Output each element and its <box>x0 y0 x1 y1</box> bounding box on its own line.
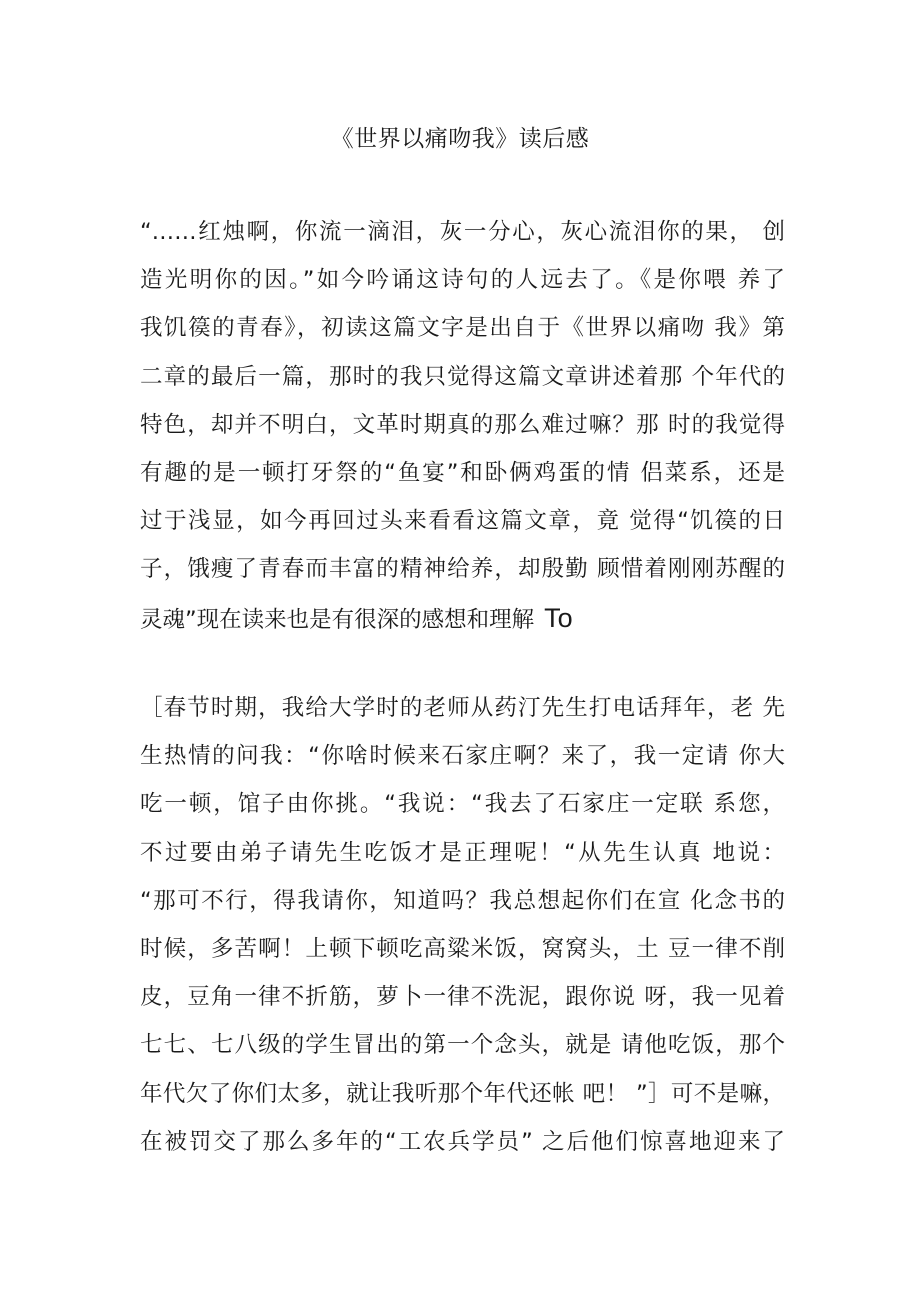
paragraph-line: 时候，多苦啊！上顿下顿吃高粱米饭，窝窝头，土 豆一律不削 <box>140 935 785 962</box>
paragraph-line: 七七、七八级的学生冒出的第一个念头，就是 请他吃饭，那个 <box>140 1032 785 1059</box>
paragraph-last-line <box>140 600 785 648</box>
paragraph-line: 子，饿瘦了青春而丰富的精神给养，却殷勤 顾惜着刚刚苏醒的 <box>140 556 785 583</box>
paragraph-1 <box>140 214 785 648</box>
paragraph-line: 吃一顿，馆子由你挑。“我说：“我去了石家庄一定联 系您， <box>140 791 785 818</box>
paragraph-line: “……红烛啊，你流一滴泪，灰一分心，灰心流泪你的果， 创 <box>140 219 785 245</box>
paragraph-line: 过于浅显，如今再回过头来看看这篇文章，竟 觉得“饥篌的日 <box>140 508 785 535</box>
paragraph-line: “那可不行，得我请你，知道吗？我总想起你们在宣 化念书的 <box>140 887 785 914</box>
document-title: 《世界以痛吻我》读后感 <box>330 126 590 152</box>
paragraph-line: ［春节时期，我给大学时的老师从药汀先生打电话拜年，老 先 <box>140 695 785 721</box>
paragraph-line-text: 灵魂”现在读来也是有很深的感想和理解 <box>140 606 535 633</box>
paragraph-2 <box>140 690 785 1172</box>
paragraph-line: 生热情的问我：“你啥时候来石家庄啊？来了，我一定请 你大 <box>140 743 785 770</box>
trailing-text: To <box>544 602 573 633</box>
paragraph-line: 有趣的是一顿打牙祭的“鱼宴”和卧俩鸡蛋的情 侣菜系，还是 <box>140 459 785 486</box>
paragraph-line: 在被罚交了那么多年的“工农兵学员” 之后他们惊喜地迎来了 <box>140 1128 785 1155</box>
paragraph-line: 特色，却并不明白，文革时期真的那么难过嘛？那 时的我觉得 <box>140 411 785 438</box>
paragraph-line: 不过要由弟子请先生吃饭才是正理呢！“从先生认真 地说： <box>140 839 785 866</box>
paragraph-line: 二章的最后一篇，那时的我只觉得这篇文章讲述着那 个年代的 <box>140 363 785 390</box>
paragraph-line: 造光明你的因。”如今吟诵这诗句的人远去了。《是你喂 养了 <box>140 267 785 294</box>
paragraph-line: 皮，豆角一律不折筋，萝卜一律不洗泥，跟你说 呀，我一见着 <box>140 984 785 1011</box>
paragraph-line: 我饥篌的青春》，初读这篇文字是出自于《世界以痛吻 我》第 <box>140 315 785 342</box>
paragraph-line: 年代欠了你们太多，就让我听那个年代还帐 吧！ ”］可不是嘛， <box>140 1080 785 1107</box>
